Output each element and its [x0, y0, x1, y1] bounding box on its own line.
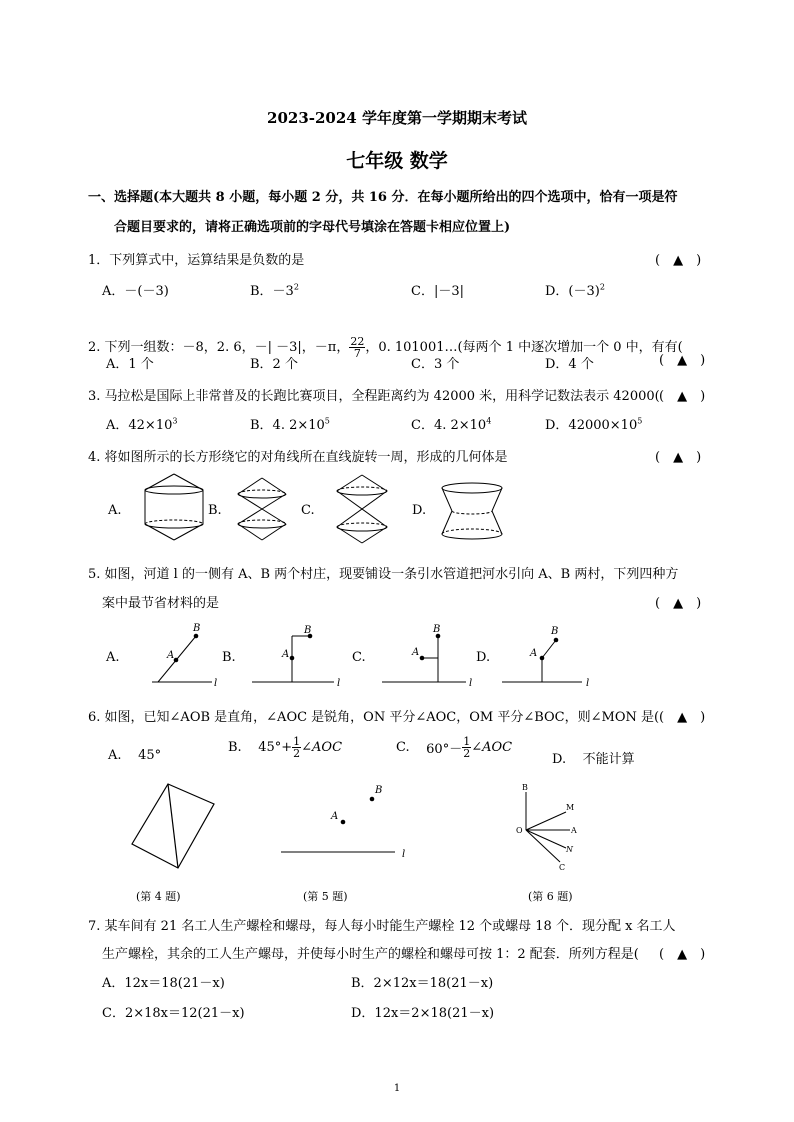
- q4-answer-blank[interactable]: ( ▲ ): [655, 450, 702, 465]
- q1-option-d[interactable]: D．$(-3)^2$: [545, 282, 605, 299]
- subject-title: 七年级 数学: [346, 150, 448, 172]
- q7-option-d[interactable]: D．12x＝2×18(21－x): [351, 1006, 495, 1021]
- fig6-angle-diagram: [508, 780, 598, 880]
- q5-stem-line1: 5. 如图，河道 l 的一侧有 A、B 两个村庄，现要铺设一条引水管道把河水引向 A、B 两村，下列四种方: [88, 567, 679, 582]
- fig4-caption: (第 4 题): [136, 890, 181, 903]
- q5-answer-blank[interactable]: ( ▲ ): [655, 596, 702, 611]
- section-heading-line2: 合题目要求的，请将正确选项前的字母代号填涂在答题卡相应位置上): [114, 220, 511, 235]
- q7-option-c[interactable]: C．2×18x＝12(21－x): [102, 1006, 245, 1021]
- q3-option-c[interactable]: C．4. $2\times 10^4$: [411, 416, 492, 433]
- q3-option-d[interactable]: D．$42000\times 10^5$: [545, 416, 643, 433]
- q5d-point-b: B: [551, 626, 559, 637]
- q4-option-b[interactable]: B.: [208, 503, 222, 518]
- fig5-caption: (第 5 题): [303, 890, 348, 903]
- q5b-point-a: A: [282, 649, 290, 660]
- q4-option-a[interactable]: A.: [108, 503, 122, 518]
- q7-option-a[interactable]: A．12x＝18(21－x): [102, 976, 225, 991]
- q4-solid-a-drawing: [140, 472, 210, 552]
- q2-option-c[interactable]: C．3 个: [411, 357, 460, 372]
- fig6-label-n: N: [566, 845, 573, 854]
- section-heading-line1: 一、选择题(本大题共 8 小题，每小题 2 分，共 16 分．在每小题所给出的四个选项中，恰有一项是符: [88, 190, 678, 205]
- q5b-point-b: B: [304, 625, 312, 636]
- q5-option-b[interactable]: B.: [222, 650, 236, 665]
- q4-option-c[interactable]: C.: [301, 503, 315, 518]
- q5c-point-b: B: [433, 624, 441, 635]
- q5-plan-b-drawing: [250, 620, 350, 690]
- q5d-point-a: A: [530, 648, 538, 659]
- q5-plan-a-drawing: [150, 620, 230, 690]
- q5-option-d[interactable]: D.: [476, 650, 491, 665]
- q1-stem: 1．下列算式中，运算结果是负数的是: [88, 253, 305, 268]
- q7-answer-blank[interactable]: ( ▲ ): [659, 947, 706, 962]
- q5-stem-line2: 案中最节省材料的是: [102, 596, 220, 611]
- fig4-rectangle-diagram: [128, 780, 228, 880]
- fig5-diagram: [275, 780, 425, 870]
- q1-option-c[interactable]: C．|－3|: [411, 284, 464, 299]
- q2-answer-blank[interactable]: ( ▲ ): [659, 353, 706, 368]
- page-number: 1: [393, 1083, 401, 1094]
- q3-option-b[interactable]: B．4. $2\times 10^5$: [250, 416, 330, 433]
- q6-option-d[interactable]: D. 不能计算: [552, 752, 635, 767]
- fig6-label-m: M: [566, 803, 575, 812]
- q5a-point-a: A: [167, 650, 175, 661]
- fig5-point-b: B: [375, 785, 383, 796]
- q1-answer-blank[interactable]: ( ▲ ): [655, 253, 702, 268]
- q6-option-b[interactable]: B. 45°+ $\frac{1}{2}$ ∠AOC: [228, 735, 343, 760]
- q5-option-a[interactable]: A.: [106, 650, 120, 665]
- fig5-line-l: l: [402, 849, 406, 860]
- q5-option-c[interactable]: C.: [352, 650, 366, 665]
- q1-option-b[interactable]: B．$-3^2$: [250, 282, 299, 299]
- q2-option-b[interactable]: B．2 个: [250, 357, 298, 372]
- q5c-line-l: l: [469, 678, 473, 689]
- q2-stem: 2. 下列一组数：－8，2. 6，－| －3|，－π， $\frac{22}{7}$ ，0. 101001…(每两个 1 中逐次增加一个 0 中，有有(: [88, 335, 683, 360]
- q2-option-d[interactable]: D．4 个: [545, 357, 594, 372]
- q2-option-a[interactable]: A．1 个: [106, 357, 154, 372]
- fig6-label-b: B: [522, 783, 528, 792]
- exam-title: 2023-2024 学年度第一学期期末考试: [267, 109, 527, 127]
- q4-solid-c-drawing: [334, 473, 394, 545]
- fig5-point-a: A: [331, 811, 339, 822]
- q5c-point-a: A: [412, 647, 420, 658]
- fig6-label-o: O: [516, 826, 523, 835]
- fig6-caption: (第 6 题): [528, 890, 573, 903]
- q1-option-a[interactable]: A．－(－3): [102, 284, 169, 299]
- q7-stem-line2: 生产螺栓，其余的工人生产螺母，并使每小时生产的螺栓和螺母可按 1：2 配套．所列方程是(: [102, 947, 639, 962]
- q4-solid-d-drawing: [436, 478, 516, 548]
- q6-option-a[interactable]: A. 45°: [108, 748, 162, 763]
- q6-answer-blank[interactable]: ( ▲ ): [659, 710, 706, 725]
- q5a-line-l: l: [214, 678, 218, 689]
- q3-option-a[interactable]: A．$42\times 10^3$: [106, 416, 178, 433]
- fig6-label-c: C: [559, 863, 566, 872]
- q3-stem: 3. 马拉松是国际上非常普及的长跑比赛项目，全程距离约为 42000 米，用科学记数法表示 42000(: [88, 389, 660, 404]
- q4-stem: 4. 将如图所示的长方形绕它的对角线所在直线旋转一周，形成的几何体是: [88, 450, 508, 465]
- q6-stem: 6. 如图，已知∠AOB 是直角，∠AOC 是锐角，ON 平分∠AOC，OM 平分∠BOC，则∠MON 是(: [88, 710, 660, 725]
- q5-plan-c-drawing: [380, 620, 480, 690]
- q2-fraction: $\frac{22}{7}$: [350, 335, 365, 360]
- q5b-line-l: l: [337, 678, 341, 689]
- q3-answer-blank[interactable]: ( ▲ ): [659, 389, 706, 404]
- q6-option-c[interactable]: C. 60°－ $\frac{1}{2}$ ∠AOC: [396, 735, 513, 760]
- q4-solid-b-drawing: [234, 476, 294, 546]
- q5a-point-b: B: [193, 623, 201, 634]
- fig6-label-a: A: [571, 826, 577, 835]
- q5d-line-l: l: [586, 678, 590, 689]
- q7-stem-line1: 7. 某车间有 21 名工人生产螺栓和螺母，每人每小时能生产螺栓 12 个或螺母 18 个．现分配 x 名工人: [88, 919, 676, 934]
- q7-option-b[interactable]: B．2×12x＝18(21－x): [351, 976, 494, 991]
- q4-option-d[interactable]: D.: [412, 503, 427, 518]
- q5-plan-d-drawing: [500, 620, 600, 690]
